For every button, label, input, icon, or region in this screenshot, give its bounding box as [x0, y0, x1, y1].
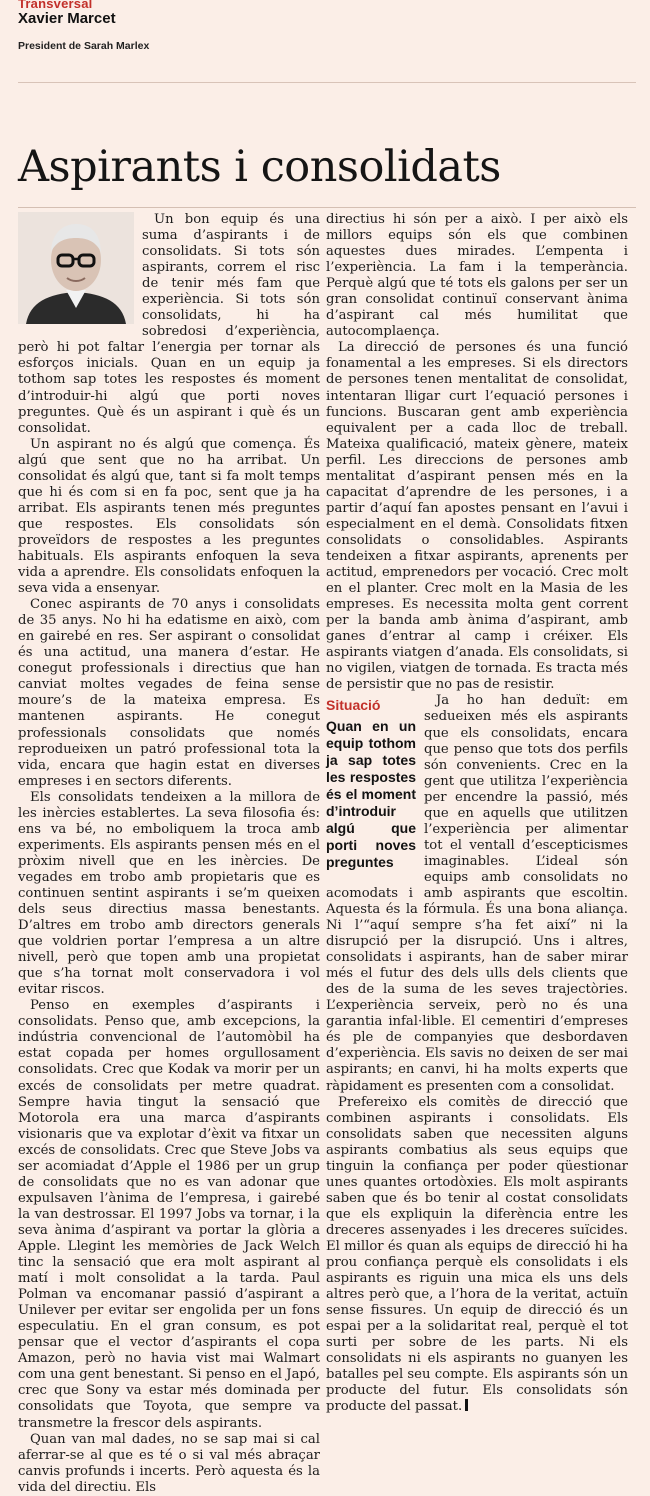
paragraph: Conec aspirants de 70 anys i consolidats de 35 anys. No hi ha edatisme en això, com en gairebé en res. Ser aspirant o consolidat és una actitud, una manera d’estar. He conegut professionals i directius que han canviat moltes vegades de feina sense moure’s de la mateixa empresa. Es mantenen aspirants. He conegut professionals consolidats que només reprodueixen un patró professional tota la vida, encara que hagin estat en diverses empreses i en sectors diferents. — [18, 597, 320, 789]
article-header — [0, 0, 650, 220]
paragraph-final-text: Prefereixo els comitès de direcció que combinen aspirants i consolidats. Els consolidats saben que necessiten alguns aspirants combatius als seus equips que tinguin la confiança per poder qüestionar unes quantes ortodòxies. Els molt aspirants saben que és bo tenir al costat consolidats que els expliquin la diferència entre les dreceres assenyades i les dreceres suïcides. El millor és quan als equips de direcció hi ha prou confiança perquè els consolidats i els aspirants es riguin una mica els uns dels altres però que, a l’hora de la veritat, actuïn sense fissures. Un equip de direcció és un espai per a la solidaritat real, perquè el tot surti per sobre de les parts. Ni els consolidats ni els aspirants no guanyen les batalles pel seu compte. Els aspirants són un producte del futur. Els consolidats són producte del passat. — [326, 1094, 628, 1415]
paragraph: La direcció de persones és una funció fonamental a les empreses. Si els directors de persones tenen mentalitat de consolidat, intentaran lligar curt l’equació persones i funcions. Buscaran gent amb experiència equivalent per a cada lloc de treball. Mateixa qualificació, mateix gènere, mateix perfil. Les direccions de persones amb mentalitat d’aspirant pensen més en la capacitat d’aprendre de les persones, i a partir d’aquí fan apostes pensant en l’avui i especialment en el demà. Consolidats fitxen consolidats o consolidables. Aspirants tendeixen a fitxar aspirants, aprenents per actitud, emprenedors per vocació. Crec molt en el planter. Crec molt en la Masia de les empreses. Es necessita molta gent corrent per la banda amb ànima d’aspirant, amb ganes d’entrar al camp i créixer. Els aspirants viatgen d’anada. Els consolidats, si no vigilen, viatgen de tornada. Es tracta més de persistir que no pas de resistir. — [326, 340, 628, 693]
pull-quote — [326, 697, 416, 871]
paragraph: directius hi són per a això. I per això els millors equips són els que combinen aquestes dues mirades. L’empenta i l’experiència. La fam i la temperància. Perquè algú que té tots els galons per ser un gran consolidat continuï conservant ànima d’aspirant cal més humilitat que autocomplaença. — [326, 212, 628, 340]
divider — [18, 82, 636, 83]
paragraph: Els consolidats tendeixen a la millora de les inèrcies establertes. La seva filosofia és: ens va bé, no emboliquem la troca amb experiments. Els aspirants pensen més en el pròxim nivell que en les inèrcies. De vegades em trobo amb propietaris que es continuen sentint aspirants i se’m queixen dels seus directius massa benestants. D’altres em trobo amb directors generals que voldrien portar l’empresa a un altre nivell, però que topen amb una propietat que s’ha tornat molt conservadora i vol evitar riscos. — [18, 789, 320, 998]
portrait-icon — [18, 212, 134, 324]
author-role: President de Sarah Marlex — [18, 40, 150, 52]
section-label: Transversal — [18, 0, 93, 11]
author-portrait — [18, 212, 134, 324]
end-mark-icon — [465, 1399, 468, 1411]
article-title: Aspirants i consolidats — [18, 142, 501, 192]
paragraph-final — [326, 1095, 628, 1416]
author-name: Xavier Marcet — [18, 10, 116, 27]
text-column-right — [326, 212, 628, 1416]
divider — [18, 207, 636, 208]
pull-quote-kicker: Situació — [326, 697, 381, 714]
paragraph: Penso en exemples d’aspirants i consolidats. Penso que, amb excepcions, la indústria convencional de l’automòbil ha estat copada per homes orgullosament consolidats. Crec que Kodak va morir per un excés de consolidats per metre quadrat. Sempre havia tingut la sensació que Motorola era una marca d’aspirants visionaris que va explotar d’èxit va fitxar un excés de consolidats. Crec que Steve Jobs va ser acomiadat d’Apple el 1986 per un grup de consolidats que no es van adonar que expulsaven l’ànima de l’empresa, i gairebé la van destrossar. El 1997 Jobs va tornar, i la seva ànima d’aspirant va portar la glòria a Apple. Llegint les memòries de Jack Welch tinc la sensació que era molt aspirant al matí i molt consolidat a la tarda. Paul Polman va encomanar passió d’aspirant a Unilever per evitar ser engolida per un fons especulatiu. En el gran consum, es pot pensar que el vector d’aspirants el copa Amazon, però no havia vist mai Walmart com una gent benestant. Si penso en el Japó, crec que Sony va estar més dominada per consolidats que Toyota, que sempre va transmetre la frescor dels aspirants. — [18, 998, 320, 1431]
text-column-left — [18, 212, 320, 1496]
paragraph: Ja ho han deduït: em sedueixen més els aspirants que els consolidats, encara que penso que tots dos perfils són convenients. Crec en la gent que utilitza l’experiència per encendre la passió, més que en aquells que utilitzen l’experiència per alimentar tot el ventall d’escepticismes imaginables. L’ideal són equips amb consolidats no acomodats i amb aspirants que escoltin. Aquesta és la fórmula. És una bona aliança. Ni l’“aquí sempre s’ha fet així” ni la disrupció per la disrupció. Uns i altres, consolidats i aspirants, han de saber mirar més el futur des dels ulls dels clients que des de la suma de les seves trajectòries. L’experiència serveix, però no és una garantia infal·lible. El cementiri d’empreses és ple de companyies que desbordaven d’experiència. Els savis no deixen de ser mai aspirants; en canvi, hi ha molts experts que ràpidament es presenten com a consolidat. — [326, 693, 628, 1094]
paragraph: Un bon equip és una suma d’aspirants i de consolidats. Si tots són aspirants, correm el risc de tenir més fam que experiència. Si tots són consolidats, hi ha sobredosi d’experiència, però hi pot faltar l’energia per tornar als esforços inicials. Quan en un equip ja tothom sap totes les respostes és moment d’introduir-hi algú que porti noves preguntes. Què és un aspirant i què és un consolidat. — [18, 212, 320, 436]
paragraph: Un aspirant no és algú que comença. És algú que sent que no ha arribat. Un consolidat és algú que, tant si fa molt temps que hi és com si en fa poc, sent que ja ha arribat. Els aspirants tenen més preguntes que respostes. Els consolidats són proveïdors de respostes a les preguntes habituals. Els aspirants enfoquen la seva vida a aprendre. Els consolidats enfoquen la seva vida a ensenyar. — [18, 436, 320, 597]
pull-quote-text: Quan en un equip tothom ja sap totes les respostes és el moment d’introduir algú que porti noves preguntes — [326, 718, 416, 871]
paragraph: Quan van mal dades, no se sap mai si cal aferrar-se al que es té o si val més abraçar canvis profunds i incerts. Però aquesta és la vida del directiu. Els — [18, 1431, 320, 1495]
